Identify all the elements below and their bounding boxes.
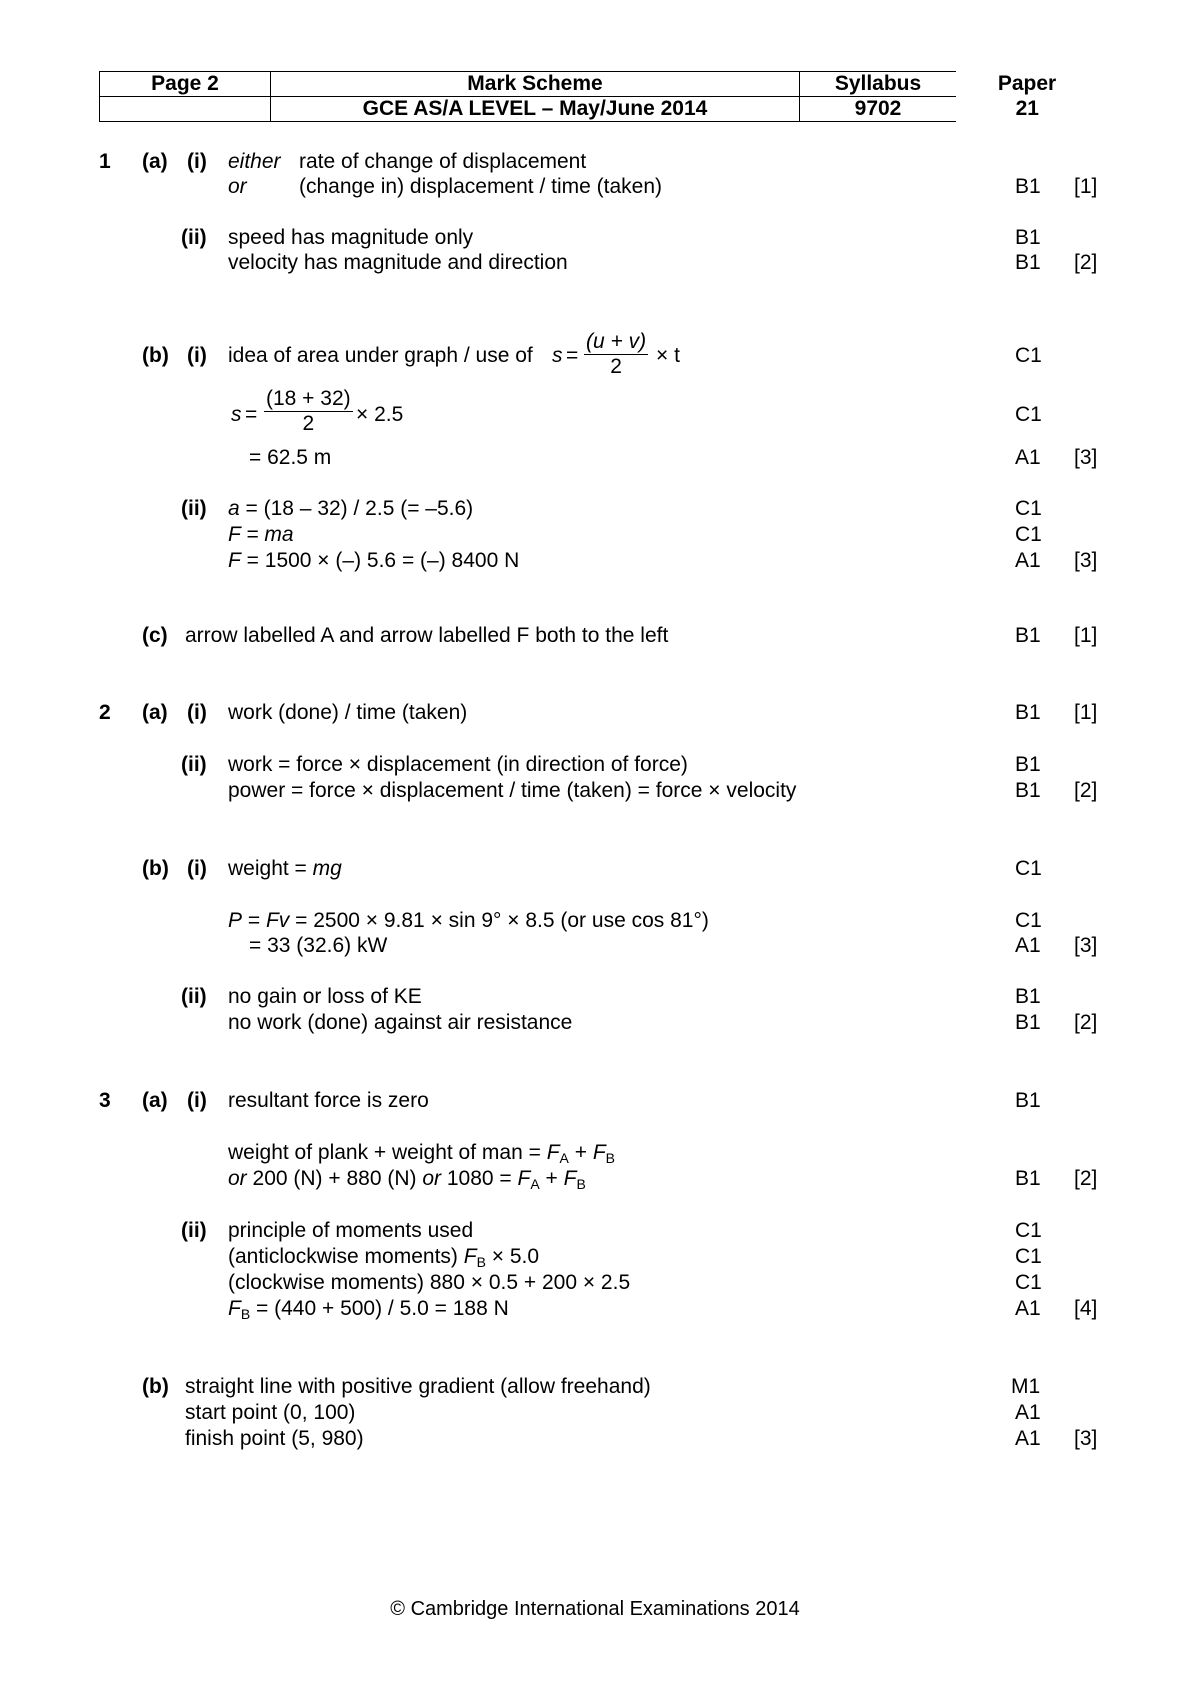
q1-b-i-fraction2 — [264, 387, 353, 436]
q3-a-ii-subB: B — [476, 1254, 486, 1270]
q3-a-ii-line2 — [228, 1244, 539, 1270]
q1-b-ii-line1 — [228, 496, 473, 522]
q1-b-ii-F-symbol: F — [228, 549, 241, 572]
q1-b-i-mark3: A1 — [1015, 446, 1041, 469]
q1-a-i-total: [1] — [1074, 175, 1098, 198]
q2-a-i-line: work (done) / time (taken) — [228, 701, 468, 724]
q3-a-ii-line4-rest: = (440 + 500) / 5.0 = 188 N — [250, 1297, 509, 1320]
q1-b-i-times2: × 2.5 — [356, 403, 404, 426]
q1-a-i-line1: rate of change of displacement — [299, 150, 587, 173]
q1-b-i-fraction2-numerator: (18 + 32) — [266, 387, 351, 410]
header-table — [99, 71, 1099, 122]
q3-b-mark2: A1 — [1015, 1401, 1041, 1424]
q3-a-i-subA: A — [559, 1150, 569, 1166]
q1-b-ii-label: (ii) — [181, 497, 207, 520]
q2-b-i-line1-text: weight = — [228, 857, 313, 880]
q1-a-ii-line2: velocity has magnitude and direction — [228, 251, 568, 274]
q1-a-i-either: either — [228, 150, 281, 173]
q1-b-i-eq2: = — [245, 403, 258, 426]
q3-part-a: (a) — [142, 1089, 168, 1112]
q1-part-b: (b) — [142, 344, 169, 367]
q3-a-i-mark2: B1 — [1015, 1167, 1041, 1190]
q1-b-i-fraction-numerator: (u + v) — [586, 330, 647, 353]
q3-a-i-plus2: + — [539, 1167, 564, 1190]
q2-b-i-eq: = — [242, 909, 266, 932]
q2-a-ii-line2: power = force × displacement / time (taken) = force × velocity — [228, 779, 797, 802]
q1-b-i-times-t: × t — [656, 344, 680, 367]
q3-a-ii-mark4: A1 — [1015, 1297, 1041, 1320]
q3-part-b: (b) — [142, 1375, 169, 1398]
q3-b-line1: straight line with positive gradient (allow freehand) — [185, 1375, 651, 1398]
q3-a-i-line2 — [228, 1140, 615, 1166]
q2-b-ii-line1: no gain or loss of KE — [228, 985, 422, 1008]
q2-a-ii-label: (ii) — [181, 753, 207, 776]
q1-b-ii-line3-rest: = 1500 × (–) 5.6 = (–) 8400 N — [240, 549, 520, 572]
q3-a-ii-line3: (clockwise moments) 880 × 0.5 + 200 × 2.5 — [228, 1271, 631, 1294]
q2-b-i-mg: mg — [312, 857, 342, 880]
q3-a-ii-mark3: C1 — [1015, 1271, 1042, 1294]
q1-a-i-label: (i) — [187, 150, 207, 173]
q2-b-i-label: (i) — [187, 857, 207, 880]
q1-b-i-mark1: C1 — [1015, 344, 1042, 367]
q1-b-ii-line1-rest: = (18 – 32) / 2.5 (= –5.6) — [239, 497, 474, 520]
q3-a-i-line3 — [228, 1166, 586, 1192]
q2-part-a: (a) — [142, 701, 168, 724]
q3-a-i-line2-text: weight of plank + weight of man = — [228, 1141, 547, 1164]
page-label-blank — [100, 97, 271, 122]
q1-a-ii-total: [2] — [1074, 251, 1098, 274]
q1-b-ii-mark2: C1 — [1015, 523, 1042, 546]
q3-a-ii-line2-text: (anticlockwise moments) — [228, 1245, 464, 1268]
q2-a-ii-line1: work = force × displacement (in direction of force) — [228, 753, 688, 776]
paper-label: Paper — [997, 72, 1057, 95]
question-number-1: 1 — [99, 150, 111, 173]
q1-b-ii-a-symbol: a — [228, 497, 240, 520]
document-subtitle: GCE AS/A LEVEL – May/June 2014 — [271, 97, 800, 122]
q3-a-ii-line2-rest: × 5.0 — [485, 1245, 540, 1268]
q1-a-i-mark: B1 — [1015, 175, 1041, 198]
q2-b-ii-total: [2] — [1074, 1011, 1098, 1034]
q3-a-ii-subB2: B — [240, 1306, 251, 1322]
q2-b-i-line2-rest: = 2500 × 9.81 × sin 9° × 8.5 (or use cos 81°) — [289, 909, 709, 932]
q1-a-ii-mark1: B1 — [1015, 226, 1041, 249]
q2-a-ii-total: [2] — [1074, 779, 1098, 802]
q3-a-ii-line4 — [228, 1296, 509, 1322]
q1-b-i-fraction-denominator: 2 — [610, 355, 622, 378]
q1-c-mark: B1 — [1015, 624, 1041, 647]
q2-b-i-mark2: C1 — [1015, 909, 1042, 932]
q1-a-i-line2: (change in) displacement / time (taken) — [299, 175, 662, 198]
syllabus-value: 9702 — [800, 97, 957, 122]
q2-b-ii-line2: no work (done) against air resistance — [228, 1011, 573, 1034]
q2-b-ii-mark1: B1 — [1015, 985, 1041, 1008]
q3-a-i-subB: B — [605, 1150, 615, 1166]
q2-a-i-label: (i) — [187, 701, 207, 724]
q1-a-ii-label: (ii) — [181, 226, 207, 249]
q2-a-i-mark: B1 — [1015, 701, 1041, 724]
q3-a-i-total: [2] — [1074, 1167, 1098, 1190]
q3-a-i-line3-text: 200 (N) + 880 (N) — [246, 1167, 423, 1190]
q2-part-b: (b) — [142, 857, 169, 880]
question-number-3: 3 — [99, 1089, 111, 1112]
q3-b-total: [3] — [1074, 1427, 1098, 1450]
q3-a-ii-FB: F — [463, 1245, 477, 1268]
copyright-footer: © Cambridge International Examinations 2014 — [390, 1598, 800, 1620]
q3-a-ii-total: [4] — [1074, 1297, 1098, 1320]
q1-b-ii-mark1: C1 — [1015, 497, 1042, 520]
q1-b-i-mark2: C1 — [1015, 403, 1042, 426]
q1-b-ii-total: [3] — [1074, 549, 1098, 572]
paper-value: 21 — [1015, 97, 1039, 120]
q1-b-i-fraction — [584, 330, 648, 379]
q1-b-i-result: = 62.5 m — [249, 446, 332, 469]
q1-a-i-or: or — [228, 175, 247, 198]
q2-a-ii-mark1: B1 — [1015, 753, 1041, 776]
q1-b-i-line1: idea of area under graph / use of — [228, 344, 533, 367]
q3-b-line2: start point (0, 100) — [185, 1401, 356, 1424]
q2-b-i-total: [3] — [1074, 934, 1098, 957]
q1-c-total: [1] — [1074, 624, 1098, 647]
q1-b-i-total: [3] — [1074, 446, 1098, 469]
q1-b-ii-line2: F = ma — [228, 523, 294, 546]
q2-b-i-mark3: A1 — [1015, 934, 1041, 957]
q1-part-c: (c) — [142, 624, 168, 647]
q2-b-i-Fv: Fv — [265, 909, 290, 932]
q1-b-i-s: s — [552, 344, 563, 367]
q1-a-ii-mark2: B1 — [1015, 251, 1041, 274]
q3-a-ii-mark2: C1 — [1015, 1245, 1042, 1268]
q1-a-ii-line1: speed has magnitude only — [228, 226, 474, 249]
q1-b-ii-mark3: A1 — [1015, 549, 1041, 572]
q3-b-line3: finish point (5, 980) — [185, 1427, 364, 1450]
q3-a-i-line1: resultant force is zero — [228, 1089, 429, 1112]
q1-b-i-label: (i) — [187, 344, 207, 367]
q3-a-i-FB2: F — [563, 1167, 577, 1190]
q3-b-mark3: A1 — [1015, 1427, 1041, 1450]
q3-a-i-or: or — [228, 1167, 247, 1190]
q2-b-ii-label: (ii) — [181, 985, 207, 1008]
q1-b-i-s2: s — [231, 403, 242, 426]
q3-a-ii-line1: principle of moments used — [228, 1219, 474, 1242]
q3-a-i-line3-text2: 1080 = — [441, 1167, 518, 1190]
q2-a-ii-mark2: B1 — [1015, 779, 1041, 802]
q3-a-ii-label: (ii) — [181, 1219, 207, 1242]
q3-a-i-subB2: B — [576, 1176, 586, 1192]
q3-a-ii-FB2: F — [228, 1297, 241, 1320]
q1-b-i-fraction2-denominator: 2 — [302, 412, 315, 435]
q2-b-i-P: P — [228, 909, 243, 932]
q3-a-i-FB: F — [592, 1141, 606, 1164]
q1-b-ii-line3 — [228, 548, 519, 574]
q2-b-i-mark1: C1 — [1015, 857, 1042, 880]
q3-a-i-plus: + — [568, 1141, 593, 1164]
q2-b-i-line2 — [228, 908, 709, 934]
q2-b-ii-mark2: B1 — [1015, 1011, 1041, 1034]
document-title: Mark Scheme — [271, 72, 800, 97]
q3-a-i-FA: F — [546, 1141, 560, 1164]
q3-a-i-label: (i) — [187, 1089, 207, 1112]
question-number-2: 2 — [99, 701, 111, 724]
q2-b-i-line1 — [228, 856, 342, 882]
q3-a-i-subA2: A — [530, 1176, 540, 1192]
q3-a-i-or2: or — [422, 1167, 442, 1190]
syllabus-label: Syllabus — [800, 72, 957, 97]
q3-a-i-mark1: B1 — [1015, 1089, 1041, 1112]
q3-b-mark1: M1 — [1011, 1375, 1041, 1398]
q1-b-i-eq: = — [566, 344, 579, 367]
q1-c-line: arrow labelled A and arrow labelled F both to the left — [185, 624, 669, 647]
page-label: Page 2 — [100, 72, 271, 97]
q3-a-ii-mark1: C1 — [1015, 1219, 1042, 1242]
q1-part-a: (a) — [142, 150, 168, 173]
q3-a-i-FA2: F — [517, 1167, 531, 1190]
q2-b-i-line3: = 33 (32.6) kW — [249, 934, 388, 957]
q2-a-i-total: [1] — [1074, 701, 1098, 724]
